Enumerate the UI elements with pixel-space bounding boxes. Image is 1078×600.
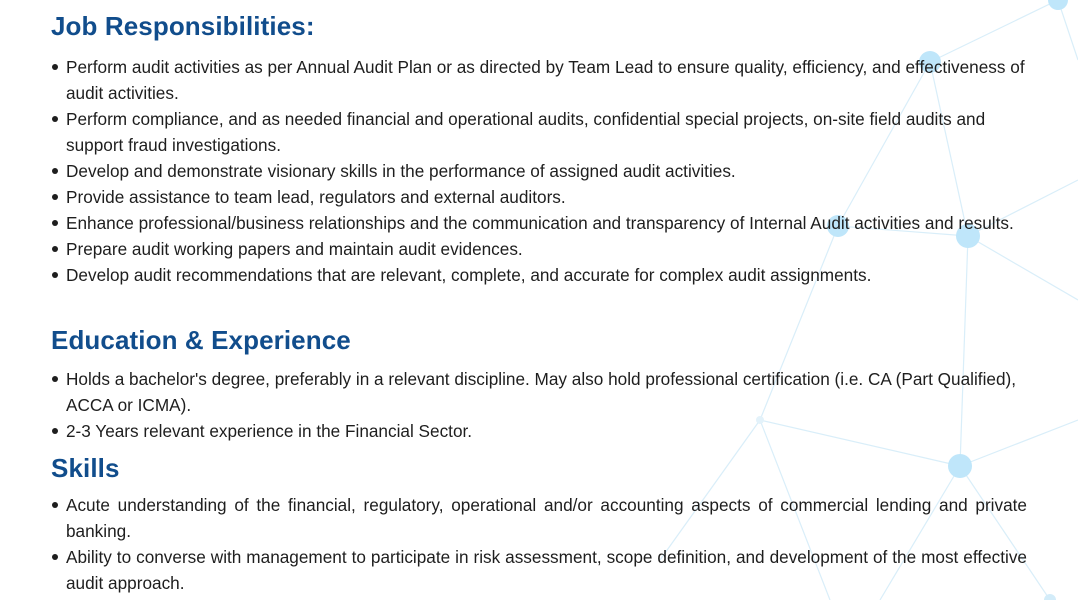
list-item: Prepare audit working papers and maintain audit evidences. bbox=[66, 236, 1028, 262]
job-responsibilities-list bbox=[66, 54, 1028, 288]
skills-list bbox=[66, 492, 1027, 596]
skills-heading: Skills bbox=[51, 453, 120, 483]
list-item: Acute understanding of the financial, regulatory, operational and/or accounting aspects of commercial lending and private banking. bbox=[66, 492, 1027, 544]
list-item: Ability to converse with management to participate in risk assessment, scope definition, and development of the most effective audit approach. bbox=[66, 544, 1027, 596]
education-experience-list bbox=[66, 366, 1028, 444]
list-item: Perform compliance, and as needed financial and operational audits, confidential special projects, on-site field audits and support fraud investigations. bbox=[66, 106, 1028, 158]
job-responsibilities-heading: Job Responsibilities: bbox=[51, 11, 315, 41]
list-item: Holds a bachelor's degree, preferably in a relevant discipline. May also hold professional certification (i.e. CA (Part Qualified), ACCA or ICMA). bbox=[66, 366, 1028, 418]
list-item: Develop audit recommendations that are relevant, complete, and accurate for complex audit assignments. bbox=[66, 262, 1028, 288]
list-item: Provide assistance to team lead, regulators and external auditors. bbox=[66, 184, 1028, 210]
education-experience-heading: Education & Experience bbox=[51, 325, 351, 355]
list-item: Develop and demonstrate visionary skills in the performance of assigned audit activities. bbox=[66, 158, 1028, 184]
list-item: Enhance professional/business relationships and the communication and transparency of Internal Audit activities and results. bbox=[66, 210, 1028, 236]
list-item: Perform audit activities as per Annual Audit Plan or as directed by Team Lead to ensure quality, efficiency, and effectiveness of audit activities. bbox=[66, 54, 1028, 106]
list-item: 2-3 Years relevant experience in the Financial Sector. bbox=[66, 418, 1028, 444]
